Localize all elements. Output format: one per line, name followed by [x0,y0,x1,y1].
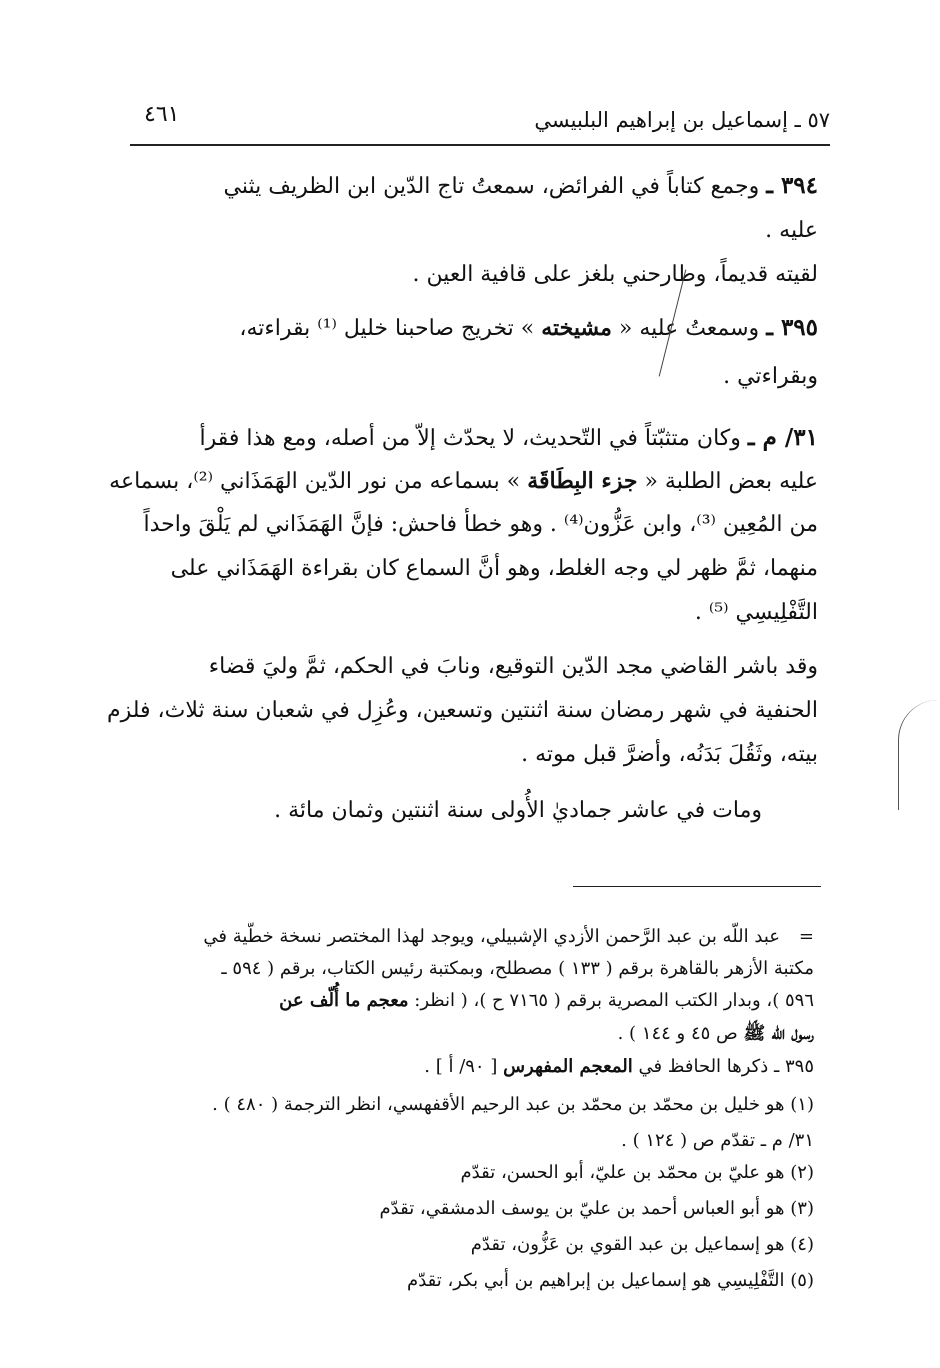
page-number: ٤٦١ [144,102,180,127]
entry-31m-line-2 [109,468,818,494]
book-title: جزء البِطَاقَة [527,468,638,494]
entry-31m-line-4: منهما، ثمَّ ظهر لي وجه الغلط، وهو أنَّ السماع كان بقراءة الهَمَذَاني على [170,556,818,581]
footnote-continuation-line-3 [279,990,814,1011]
footnote-5: (٥) التَّفْلِيسِي هو إسماعيل بن إبراهيم بن أبي بكر، تقدّم [407,1270,814,1291]
entry-text: » بسماعه من نور الدّين الهَمَذَاني ⁽²⁾، بسماعه [109,469,528,494]
footnote-separator [573,886,821,887]
career-line-2: الحنفية في شهر رمضان سنة اثنتين وتسعين، وعُزِل في شعبان سنة ثلاث، فلزم [106,698,818,723]
book-title: المعجم المفهرس [503,1056,633,1077]
book-title: مشيخته [541,315,612,341]
footnote-4: (٤) هو إسماعيل بن عبد القوي بن عَزُّون، تقدّم [470,1234,814,1255]
entry-number: ٣١/ م ـ [747,424,818,451]
footnote-continuation-line-4 [618,1022,814,1048]
footnote-2: (٢) هو عليّ بن محمّد بن عليّ، أبو الحسن، تقدّم [460,1162,814,1183]
footnote-text: ص ٤٥ و ١٤٤ ) . [617,1023,744,1044]
entry-31m-line-3: من المُعِين ⁽³⁾، وابن عَزُّون⁽⁴⁾ . وهو خطأ فاحش: فإنَّ الهَمَذَاني لم يَلْقَ واحداً [143,512,818,537]
entry-395-line-2: وبقراءتي . [723,364,818,389]
book-title: رسول اللّه ﷺ [743,1023,814,1044]
footnote-text: [ ٩٠/ أ ] . [424,1056,504,1077]
entry-text: وسمعتُ عليه « [611,316,760,341]
entry-394-line-3: لقيته قديماً، وطارحني بلغز على قافية العين . [412,262,818,287]
margin-mark [898,700,939,810]
footnote-1: (١) هو خليل بن محمّد بن محمّد بن عبد الرحيم الأقفهسي، انظر الترجمة ( ٤٨٠ ) . [212,1094,814,1115]
entry-number: ٣٩٤ ـ [766,172,818,199]
footnote-text: ٥٩٦ )، وبدار الكتب المصرية برقم ( ٧١٦٥ ح )، ( انظر: [408,990,814,1011]
entry-text: وجمع كتاباً في الفرائض، سمعتُ تاج الدّين ابن الظريف يثني [223,174,760,199]
death-line: ومات في عاشر جماديٰ الأُولى سنة اثنتين وثمان مائة . [274,798,762,823]
footnote-continuation-line-2: مكتبة الأزهر بالقاهرة برقم ( ١٣٣ ) مصطلح، وبمكتبة رئيس الكتاب، برقم ( ٥٩٤ ـ [221,958,814,979]
footnote-continuation-line-1: عبد اللّه بن عبد الرَّحمن الأزدي الإشبيلي، ويوجد لهذا المختصر نسخة خطّية في [203,926,780,947]
footnote-31m: ٣١/ م ـ تقدّم ص ( ١٢٤ ) . [621,1130,814,1151]
entry-number: ٣٩٥ ـ [766,314,818,341]
book-title: معجم ما أُلّف عن [279,990,409,1011]
main-text [106,0,818,840]
entry-text: عليه بعض الطلبة « [637,469,818,494]
career-line-3: بيته، وثَقُلَ بَدَنُه، وأضرَّ قبل موته . [521,742,818,767]
footnote-3: (٣) هو أبو العباس أحمد بن عليّ بن يوسف الدمشقي، تقدّم [379,1198,814,1219]
footnote-text: ٣٩٥ ـ ذكرها الحافظ في [632,1056,814,1077]
entry-text: » تخريج صاحبنا خليل ⁽¹⁾ بقراءته، [239,316,542,341]
footnote-395 [424,1056,814,1077]
entry-text: وكان متثبّتاً في التّحديث، لا يحدّث إلاّ من أصله، ومع هذا فقرأ [199,426,741,451]
career-line-1: وقد باشر القاضي مجد الدّين التوقيع، ونابَ في الحكم، ثمَّ وليَ قضاء [208,654,818,679]
chapter-title: ٥٧ ـ إسماعيل بن إبراهيم البلبيسي [534,108,830,132]
entry-394-line-2: عليه . [765,218,818,243]
footnote-continuation-mark: = [798,926,814,947]
entry-394-line-1 [223,172,818,199]
entry-31m-line-5: التَّفْلِيسِي ⁽⁵⁾ . [694,600,818,625]
entry-31m-line-1 [200,424,819,451]
entry-395-line-1 [239,314,818,341]
